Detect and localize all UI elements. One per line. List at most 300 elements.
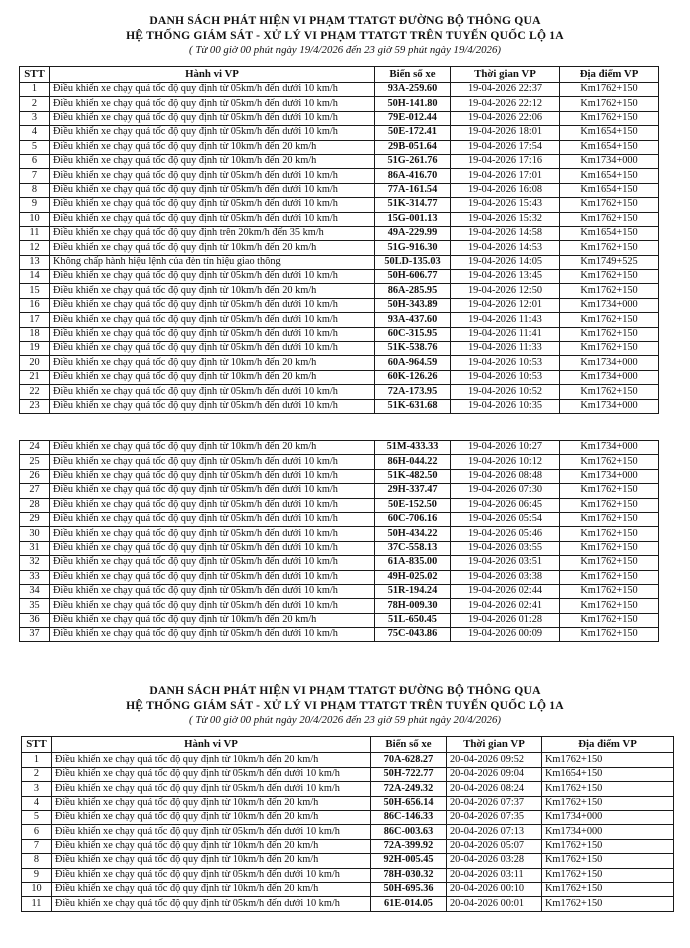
- location-cell: Km1734+000: [560, 440, 659, 454]
- time-cell: 19-04-2026 10:27: [451, 440, 560, 454]
- location-cell: Km1762+150: [560, 455, 659, 469]
- time-cell: 20-04-2026 09:04: [447, 767, 542, 781]
- location-cell: Km1762+150: [560, 628, 659, 642]
- plate-cell: 60C-315.95: [375, 327, 451, 341]
- time-cell: 19-04-2026 17:54: [451, 140, 560, 154]
- location-cell: Km1762+150: [542, 782, 674, 796]
- table-row: [20, 385, 659, 399]
- stt-cell: 8: [22, 854, 52, 868]
- violation-cell: Điều khiển xe chạy quá tốc độ quy định từ 10km/h đến 20 km/h: [52, 882, 371, 896]
- time-cell: 19-04-2026 11:33: [451, 342, 560, 356]
- location-cell: Km1734+000: [560, 298, 659, 312]
- table-row: [20, 183, 659, 197]
- table-row: [20, 556, 659, 570]
- time-cell: 19-04-2026 17:01: [451, 169, 560, 183]
- stt-cell: 2: [20, 97, 50, 111]
- report1-date-range: ( Từ 00 giờ 00 phút ngày 19/4/2026 đến 23 giờ 59 phút ngày 19/4/2026): [189, 44, 501, 56]
- table-row: [20, 83, 659, 97]
- table-row: [22, 897, 674, 911]
- stt-cell: 19: [20, 342, 50, 356]
- stt-cell: 3: [20, 111, 50, 125]
- table-row: [20, 97, 659, 111]
- violation-cell: Điều khiển xe chạy quá tốc độ quy định từ 05km/h đến dưới 10 km/h: [50, 399, 375, 413]
- location-cell: Km1762+150: [542, 796, 674, 810]
- stt-cell: 32: [20, 556, 50, 570]
- location-cell: Km1654+150: [560, 169, 659, 183]
- table-row: [22, 767, 674, 781]
- table-row: [20, 140, 659, 154]
- table-row: [22, 796, 674, 810]
- table-row: [20, 241, 659, 255]
- stt-cell: 5: [20, 140, 50, 154]
- time-cell: 19-04-2026 18:01: [451, 126, 560, 140]
- plate-cell: 51G-261.76: [375, 154, 451, 168]
- stt-cell: 22: [20, 385, 50, 399]
- location-cell: Km1654+150: [560, 126, 659, 140]
- time-cell: 19-04-2026 10:35: [451, 399, 560, 413]
- time-cell: 19-04-2026 10:53: [451, 356, 560, 370]
- time-cell: 20-04-2026 03:11: [447, 868, 542, 882]
- plate-cell: 49A-229.99: [375, 226, 451, 240]
- stt-cell: 1: [20, 83, 50, 97]
- time-cell: 19-04-2026 02:44: [451, 584, 560, 598]
- table-row: [20, 527, 659, 541]
- location-cell: Km1762+150: [542, 882, 674, 896]
- stt-cell: 15: [20, 284, 50, 298]
- time-cell: 19-04-2026 12:50: [451, 284, 560, 298]
- time-cell: 19-04-2026 14:05: [451, 255, 560, 269]
- plate-cell: 77A-161.54: [375, 183, 451, 197]
- table-row: [20, 154, 659, 168]
- table-row: [20, 270, 659, 284]
- plate-cell: 93A-437.60: [375, 313, 451, 327]
- violation-cell: Điều khiển xe chạy quá tốc độ quy định từ 05km/h đến dưới 10 km/h: [50, 570, 375, 584]
- time-cell: 20-04-2026 05:07: [447, 839, 542, 853]
- stt-cell: 28: [20, 498, 50, 512]
- stt-cell: 1: [22, 753, 52, 767]
- violations-table-report2: [21, 736, 674, 911]
- table-row: [20, 484, 659, 498]
- location-cell: Km1734+000: [560, 370, 659, 384]
- table-row: [20, 469, 659, 483]
- location-cell: Km1762+150: [560, 570, 659, 584]
- table-row: [20, 512, 659, 526]
- plate-cell: 50E-152.50: [375, 498, 451, 512]
- table-row: [22, 825, 674, 839]
- violation-cell: Điều khiển xe chạy quá tốc độ quy định từ 05km/h đến dưới 10 km/h: [50, 313, 375, 327]
- violation-cell: Điều khiển xe chạy quá tốc độ quy định từ 10km/h đến 20 km/h: [50, 154, 375, 168]
- violation-cell: Điều khiển xe chạy quá tốc độ quy định từ 05km/h đến dưới 10 km/h: [50, 556, 375, 570]
- plate-cell: 75C-043.86: [375, 628, 451, 642]
- stt-cell: 7: [22, 839, 52, 853]
- table-row: [20, 313, 659, 327]
- table-row: [20, 455, 659, 469]
- time-cell: 19-04-2026 15:43: [451, 198, 560, 212]
- location-cell: Km1762+150: [560, 284, 659, 298]
- violation-cell: Điều khiển xe chạy quá tốc độ quy định từ 10km/h đến 20 km/h: [50, 284, 375, 298]
- table-row: [20, 284, 659, 298]
- plate-cell: 50H-434.22: [375, 527, 451, 541]
- violation-cell: Điều khiển xe chạy quá tốc độ quy định từ 05km/h đến dưới 10 km/h: [50, 126, 375, 140]
- stt-cell: 24: [20, 440, 50, 454]
- table-row: [20, 613, 659, 627]
- report2-title-line1: DANH SÁCH PHÁT HIỆN VI PHẠM TTATGT ĐƯỜNG BỘ THÔNG QUA: [149, 684, 541, 698]
- stt-cell: 20: [20, 356, 50, 370]
- table-row: [20, 399, 659, 413]
- violation-cell: Điều khiển xe chạy quá tốc độ quy định từ 10km/h đến 20 km/h: [52, 839, 371, 853]
- time-cell: 19-04-2026 13:45: [451, 270, 560, 284]
- violation-cell: Điều khiển xe chạy quá tốc độ quy định từ 05km/h đến dưới 10 km/h: [50, 198, 375, 212]
- location-cell: Km1762+150: [560, 342, 659, 356]
- table-row: [20, 126, 659, 140]
- plate-cell: 51K-314.77: [375, 198, 451, 212]
- violation-cell: Không chấp hành hiệu lệnh của đèn tín hiệu giao thông: [50, 255, 375, 269]
- location-cell: Km1762+150: [560, 83, 659, 97]
- location-cell: Km1762+150: [560, 584, 659, 598]
- plate-cell: 50H-722.77: [371, 767, 447, 781]
- stt-cell: 23: [20, 399, 50, 413]
- table-row: [20, 198, 659, 212]
- time-cell: 20-04-2026 07:13: [447, 825, 542, 839]
- violation-cell: Điều khiển xe chạy quá tốc độ quy định từ 05km/h đến dưới 10 km/h: [50, 455, 375, 469]
- stt-cell: 34: [20, 584, 50, 598]
- plate-cell: 50LD-135.03: [375, 255, 451, 269]
- location-cell: Km1762+150: [560, 484, 659, 498]
- violations-table-report1-part1: [19, 66, 659, 414]
- plate-cell: 51K-631.68: [375, 399, 451, 413]
- time-cell: 19-04-2026 10:52: [451, 385, 560, 399]
- location-cell: Km1762+150: [560, 541, 659, 555]
- plate-cell: 86C-146.33: [371, 811, 447, 825]
- violation-cell: Điều khiển xe chạy quá tốc độ quy định từ 10km/h đến 20 km/h: [50, 356, 375, 370]
- stt-cell: 29: [20, 512, 50, 526]
- column-header: Hành vi VP: [52, 737, 371, 753]
- report1-title-line2: HỆ THỐNG GIÁM SÁT - XỬ LÝ VI PHẠM TTATGT TRÊN TUYẾN QUỐC LỘ 1A: [126, 28, 564, 42]
- violation-cell: Điều khiển xe chạy quá tốc độ quy định từ 05km/h đến dưới 10 km/h: [50, 270, 375, 284]
- plate-cell: 50H-695.36: [371, 882, 447, 896]
- stt-cell: 36: [20, 613, 50, 627]
- report2-header: [0, 642, 690, 727]
- plate-cell: 29B-051.64: [375, 140, 451, 154]
- stt-cell: 25: [20, 455, 50, 469]
- location-cell: Km1762+150: [560, 556, 659, 570]
- table-row: [20, 570, 659, 584]
- plate-cell: 86A-285.95: [375, 284, 451, 298]
- plate-cell: 60C-706.16: [375, 512, 451, 526]
- time-cell: 19-04-2026 02:41: [451, 599, 560, 613]
- plate-cell: 51R-194.24: [375, 584, 451, 598]
- violation-cell: Điều khiển xe chạy quá tốc độ quy định từ 05km/h đến dưới 10 km/h: [50, 183, 375, 197]
- table-row: [22, 882, 674, 896]
- plate-cell: 50H-606.77: [375, 270, 451, 284]
- plate-cell: 51L-650.45: [375, 613, 451, 627]
- time-cell: 20-04-2026 00:01: [447, 897, 542, 911]
- violation-cell: Điều khiển xe chạy quá tốc độ quy định từ 10km/h đến 20 km/h: [50, 370, 375, 384]
- plate-cell: 86H-044.22: [375, 455, 451, 469]
- time-cell: 19-04-2026 15:32: [451, 212, 560, 226]
- violation-cell: Điều khiển xe chạy quá tốc độ quy định từ 05km/h đến dưới 10 km/h: [50, 83, 375, 97]
- location-cell: Km1762+150: [560, 212, 659, 226]
- plate-cell: 72A-399.92: [371, 839, 447, 853]
- stt-cell: 4: [22, 796, 52, 810]
- violation-cell: Điều khiển xe chạy quá tốc độ quy định từ 10km/h đến 20 km/h: [50, 440, 375, 454]
- time-cell: 19-04-2026 14:53: [451, 241, 560, 255]
- stt-cell: 35: [20, 599, 50, 613]
- table-row: [20, 342, 659, 356]
- violation-cell: Điều khiển xe chạy quá tốc độ quy định trên 20km/h đến 35 km/h: [50, 226, 375, 240]
- plate-cell: 61E-014.05: [371, 897, 447, 911]
- table-row: [20, 599, 659, 613]
- location-cell: Km1762+150: [560, 512, 659, 526]
- stt-cell: 10: [22, 882, 52, 896]
- violation-cell: Điều khiển xe chạy quá tốc độ quy định từ 05km/h đến dưới 10 km/h: [52, 782, 371, 796]
- location-cell: Km1762+150: [560, 270, 659, 284]
- location-cell: Km1654+150: [560, 226, 659, 240]
- time-cell: 19-04-2026 22:12: [451, 97, 560, 111]
- location-cell: Km1762+150: [542, 854, 674, 868]
- stt-cell: 6: [22, 825, 52, 839]
- time-cell: 19-04-2026 07:30: [451, 484, 560, 498]
- location-cell: Km1654+150: [560, 140, 659, 154]
- stt-cell: 6: [20, 154, 50, 168]
- location-cell: Km1762+150: [542, 897, 674, 911]
- location-cell: Km1734+000: [542, 825, 674, 839]
- report2-title-line2: HỆ THỐNG GIÁM SÁT - XỬ LÝ VI PHẠM TTATGT TRÊN TUYẾN QUỐC LỘ 1A: [126, 698, 564, 712]
- time-cell: 19-04-2026 11:43: [451, 313, 560, 327]
- plate-cell: 29H-337.47: [375, 484, 451, 498]
- table-row: [20, 111, 659, 125]
- table-row: [22, 839, 674, 853]
- stt-cell: 26: [20, 469, 50, 483]
- stt-cell: 5: [22, 811, 52, 825]
- table-row: [20, 498, 659, 512]
- plate-cell: 86A-416.70: [375, 169, 451, 183]
- plate-cell: 51K-482.50: [375, 469, 451, 483]
- plate-cell: 60K-126.26: [375, 370, 451, 384]
- violation-cell: Điều khiển xe chạy quá tốc độ quy định từ 05km/h đến dưới 10 km/h: [50, 298, 375, 312]
- plate-cell: 50H-141.80: [375, 97, 451, 111]
- table-row: [22, 868, 674, 882]
- report1-header: [0, 0, 690, 57]
- plate-cell: 50H-656.14: [371, 796, 447, 810]
- location-cell: Km1734+000: [560, 356, 659, 370]
- table-row: [20, 169, 659, 183]
- table-row: [20, 327, 659, 341]
- location-cell: Km1762+150: [560, 198, 659, 212]
- stt-cell: 8: [20, 183, 50, 197]
- time-cell: 19-04-2026 03:55: [451, 541, 560, 555]
- column-header: Địa điểm VP: [560, 67, 659, 83]
- table-row: [22, 782, 674, 796]
- plate-cell: 79E-012.44: [375, 111, 451, 125]
- time-cell: 19-04-2026 05:46: [451, 527, 560, 541]
- stt-cell: 30: [20, 527, 50, 541]
- stt-cell: 10: [20, 212, 50, 226]
- column-header: Địa điểm VP: [542, 737, 674, 753]
- location-cell: Km1762+150: [542, 839, 674, 853]
- plate-cell: 72A-173.95: [375, 385, 451, 399]
- plate-cell: 51M-433.33: [375, 440, 451, 454]
- table-row: [20, 541, 659, 555]
- location-cell: Km1734+000: [542, 811, 674, 825]
- time-cell: 19-04-2026 17:16: [451, 154, 560, 168]
- header-row: [20, 67, 659, 83]
- report2-date-range: ( Từ 00 giờ 00 phút ngày 20/4/2026 đến 23 giờ 59 phút ngày 20/4/2026): [189, 714, 501, 727]
- time-cell: 19-04-2026 03:51: [451, 556, 560, 570]
- table-row: [22, 753, 674, 767]
- location-cell: Km1762+150: [560, 111, 659, 125]
- column-header: STT: [20, 67, 50, 83]
- time-cell: 20-04-2026 07:35: [447, 811, 542, 825]
- violation-cell: Điều khiển xe chạy quá tốc độ quy định từ 05km/h đến dưới 10 km/h: [50, 469, 375, 483]
- stt-cell: 3: [22, 782, 52, 796]
- location-cell: Km1762+150: [560, 313, 659, 327]
- violation-cell: Điều khiển xe chạy quá tốc độ quy định từ 05km/h đến dưới 10 km/h: [52, 868, 371, 882]
- time-cell: 19-04-2026 10:53: [451, 370, 560, 384]
- table-row: [20, 440, 659, 454]
- time-cell: 19-04-2026 08:48: [451, 469, 560, 483]
- stt-cell: 21: [20, 370, 50, 384]
- violation-cell: Điều khiển xe chạy quá tốc độ quy định từ 05km/h đến dưới 10 km/h: [50, 385, 375, 399]
- violation-cell: Điều khiển xe chạy quá tốc độ quy định từ 05km/h đến dưới 10 km/h: [50, 628, 375, 642]
- violation-cell: Điều khiển xe chạy quá tốc độ quy định từ 05km/h đến dưới 10 km/h: [50, 541, 375, 555]
- violation-cell: Điều khiển xe chạy quá tốc độ quy định từ 10km/h đến 20 km/h: [52, 796, 371, 810]
- table-row: [22, 854, 674, 868]
- time-cell: 19-04-2026 06:45: [451, 498, 560, 512]
- location-cell: Km1762+150: [542, 753, 674, 767]
- time-cell: 19-04-2026 03:38: [451, 570, 560, 584]
- table-row: [20, 255, 659, 269]
- time-cell: 19-04-2026 00:09: [451, 628, 560, 642]
- plate-cell: 60A-964.59: [375, 356, 451, 370]
- time-cell: 19-04-2026 05:54: [451, 512, 560, 526]
- plate-cell: 37C-558.13: [375, 541, 451, 555]
- plate-cell: 15G-001.13: [375, 212, 451, 226]
- stt-cell: 17: [20, 313, 50, 327]
- stt-cell: 2: [22, 767, 52, 781]
- violation-cell: Điều khiển xe chạy quá tốc độ quy định từ 10km/h đến 20 km/h: [52, 854, 371, 868]
- plate-cell: 78H-009.30: [375, 599, 451, 613]
- violation-cell: Điều khiển xe chạy quá tốc độ quy định từ 05km/h đến dưới 10 km/h: [50, 169, 375, 183]
- time-cell: 20-04-2026 03:28: [447, 854, 542, 868]
- location-cell: Km1762+150: [560, 385, 659, 399]
- column-header: Biển số xe: [371, 737, 447, 753]
- violation-cell: Điều khiển xe chạy quá tốc độ quy định từ 10km/h đến 20 km/h: [50, 140, 375, 154]
- table-row: [20, 584, 659, 598]
- plate-cell: 51G-916.30: [375, 241, 451, 255]
- location-cell: Km1762+150: [560, 327, 659, 341]
- plate-cell: 51K-538.76: [375, 342, 451, 356]
- time-cell: 19-04-2026 12:01: [451, 298, 560, 312]
- report1-title-line1: DANH SÁCH PHÁT HIỆN VI PHẠM TTATGT ĐƯỜNG BỘ THÔNG QUA: [149, 14, 541, 27]
- time-cell: 19-04-2026 22:37: [451, 83, 560, 97]
- plate-cell: 92H-005.45: [371, 854, 447, 868]
- stt-cell: 18: [20, 327, 50, 341]
- violation-cell: Điều khiển xe chạy quá tốc độ quy định từ 10km/h đến 20 km/h: [50, 241, 375, 255]
- violation-cell: Điều khiển xe chạy quá tốc độ quy định từ 05km/h đến dưới 10 km/h: [50, 97, 375, 111]
- plate-cell: 70A-628.27: [371, 753, 447, 767]
- plate-cell: 78H-030.32: [371, 868, 447, 882]
- stt-cell: 31: [20, 541, 50, 555]
- table-row: [20, 370, 659, 384]
- column-header: Hành vi VP: [50, 67, 375, 83]
- location-cell: Km1734+000: [560, 154, 659, 168]
- plate-cell: 61A-835.00: [375, 556, 451, 570]
- plate-cell: 49H-025.02: [375, 570, 451, 584]
- column-header: Thời gian VP: [447, 737, 542, 753]
- stt-cell: 9: [20, 198, 50, 212]
- location-cell: Km1734+000: [560, 469, 659, 483]
- stt-cell: 27: [20, 484, 50, 498]
- table-row: [20, 298, 659, 312]
- location-cell: Km1762+150: [560, 599, 659, 613]
- table-row: [20, 356, 659, 370]
- stt-cell: 13: [20, 255, 50, 269]
- location-cell: Km1762+150: [560, 241, 659, 255]
- violation-cell: Điều khiển xe chạy quá tốc độ quy định từ 05km/h đến dưới 10 km/h: [50, 484, 375, 498]
- location-cell: Km1654+150: [560, 183, 659, 197]
- violation-cell: Điều khiển xe chạy quá tốc độ quy định từ 05km/h đến dưới 10 km/h: [50, 327, 375, 341]
- violation-cell: Điều khiển xe chạy quá tốc độ quy định từ 10km/h đến 20 km/h: [52, 811, 371, 825]
- violation-cell: Điều khiển xe chạy quá tốc độ quy định từ 05km/h đến dưới 10 km/h: [50, 527, 375, 541]
- stt-cell: 14: [20, 270, 50, 284]
- violation-cell: Điều khiển xe chạy quá tốc độ quy định từ 05km/h đến dưới 10 km/h: [52, 825, 371, 839]
- time-cell: 19-04-2026 16:08: [451, 183, 560, 197]
- violation-cell: Điều khiển xe chạy quá tốc độ quy định từ 05km/h đến dưới 10 km/h: [50, 498, 375, 512]
- location-cell: Km1734+000: [560, 399, 659, 413]
- plate-cell: 93A-259.60: [375, 83, 451, 97]
- plate-cell: 72A-249.32: [371, 782, 447, 796]
- column-header: Thời gian VP: [451, 67, 560, 83]
- violation-cell: Điều khiển xe chạy quá tốc độ quy định từ 10km/h đến 20 km/h: [52, 753, 371, 767]
- table-row: [20, 226, 659, 240]
- column-header: STT: [22, 737, 52, 753]
- location-cell: Km1762+150: [560, 613, 659, 627]
- time-cell: 19-04-2026 14:58: [451, 226, 560, 240]
- violation-cell: Điều khiển xe chạy quá tốc độ quy định từ 05km/h đến dưới 10 km/h: [50, 599, 375, 613]
- location-cell: Km1762+150: [560, 97, 659, 111]
- header-row: [22, 737, 674, 753]
- time-cell: 20-04-2026 07:37: [447, 796, 542, 810]
- table-row: [20, 212, 659, 226]
- violation-cell: Điều khiển xe chạy quá tốc độ quy định từ 05km/h đến dưới 10 km/h: [52, 767, 371, 781]
- stt-cell: 33: [20, 570, 50, 584]
- table-row: [22, 811, 674, 825]
- time-cell: 19-04-2026 10:12: [451, 455, 560, 469]
- location-cell: Km1762+150: [560, 498, 659, 512]
- violation-cell: Điều khiển xe chạy quá tốc độ quy định từ 10km/h đến 20 km/h: [50, 613, 375, 627]
- violation-cell: Điều khiển xe chạy quá tốc độ quy định từ 05km/h đến dưới 10 km/h: [50, 512, 375, 526]
- violation-cell: Điều khiển xe chạy quá tốc độ quy định từ 05km/h đến dưới 10 km/h: [52, 897, 371, 911]
- stt-cell: 11: [20, 226, 50, 240]
- location-cell: Km1762+150: [560, 527, 659, 541]
- violation-cell: Điều khiển xe chạy quá tốc độ quy định từ 05km/h đến dưới 10 km/h: [50, 212, 375, 226]
- time-cell: 19-04-2026 22:06: [451, 111, 560, 125]
- location-cell: Km1654+150: [542, 767, 674, 781]
- stt-cell: 11: [22, 897, 52, 911]
- time-cell: 20-04-2026 09:52: [447, 753, 542, 767]
- time-cell: 19-04-2026 01:28: [451, 613, 560, 627]
- stt-cell: 12: [20, 241, 50, 255]
- time-cell: 20-04-2026 00:10: [447, 882, 542, 896]
- table-row: [20, 628, 659, 642]
- violations-table-report1-part2: [19, 440, 659, 642]
- plate-cell: 50H-343.89: [375, 298, 451, 312]
- location-cell: Km1762+150: [542, 868, 674, 882]
- location-cell: Km1749+525: [560, 255, 659, 269]
- stt-cell: 4: [20, 126, 50, 140]
- column-header: Biển số xe: [375, 67, 451, 83]
